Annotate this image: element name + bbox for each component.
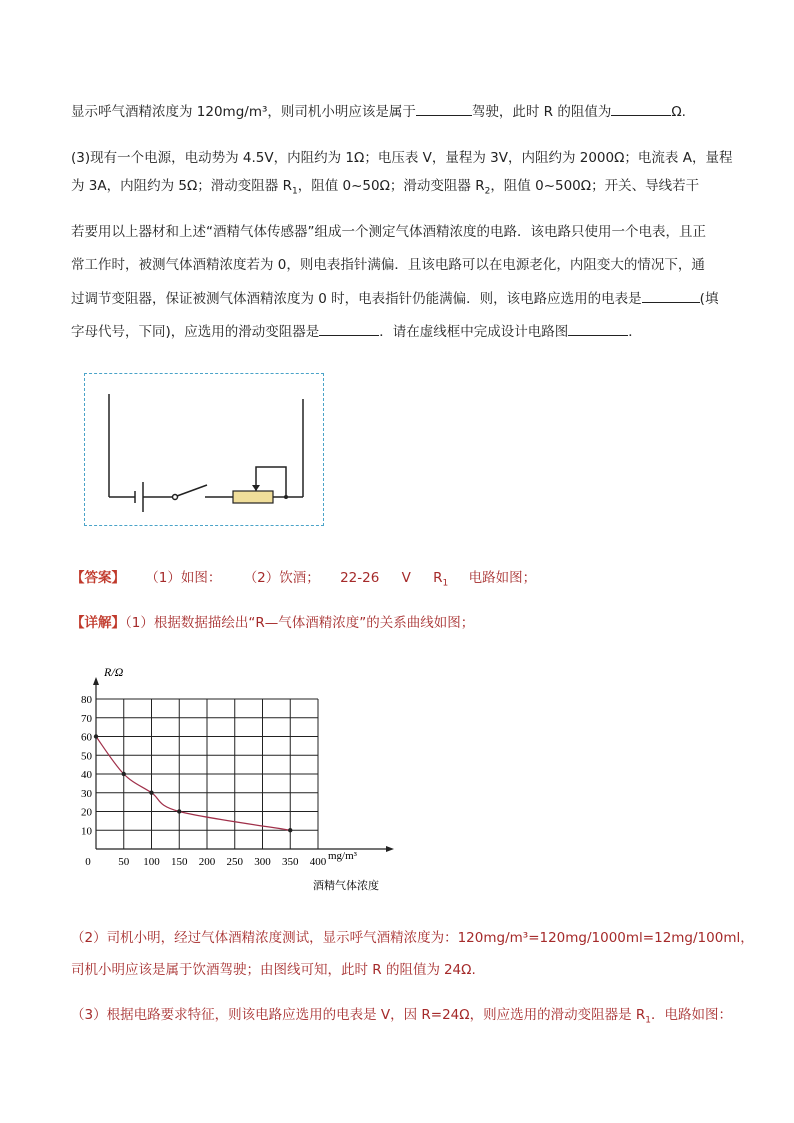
solution-p2-line2: [71, 960, 476, 980]
circuit-design-box: [84, 373, 324, 526]
x-axis-unit: mg/m³: [328, 850, 357, 862]
text: 显示呼气酒精浓度为 120mg/m³，则司机小明应该是属于: [71, 104, 416, 120]
x-tick-label: 0: [85, 856, 91, 868]
x-axis-label: 酒精气体浓度: [313, 880, 379, 892]
chart-grid: [96, 699, 318, 849]
x-tick-label: 100: [143, 856, 160, 868]
data-point: [149, 791, 153, 795]
circuit-diagram: [85, 374, 322, 524]
data-point: [288, 828, 292, 832]
detail-text: （1）根据数据描绘出: [125, 615, 249, 631]
y-tick-label: 70: [81, 712, 92, 725]
y-tick-label: 30: [81, 787, 92, 800]
answer-blank[interactable]: [416, 101, 472, 116]
answer-part: 22-26: [340, 570, 380, 586]
x-tick-label: 150: [171, 856, 188, 868]
text: (填: [699, 291, 719, 307]
r-concentration-chart: [60, 660, 420, 900]
question-line-1: [71, 101, 686, 122]
question-line-3: [71, 176, 699, 202]
solution-text: 司机小明应该是属于饮酒驾驶；由图线可知，此时 R 的阻值为: [71, 962, 440, 978]
solution-text: （3）根据电路要求特征，则该电路应选用的电表是 V，因: [71, 1007, 422, 1023]
junction-dot: [284, 495, 288, 499]
text: ，阻值 0~50Ω；滑动变阻器 R: [297, 178, 485, 194]
text: 驾驶，此时 R 的阻值为: [471, 104, 612, 120]
solution-p2-line1: [71, 928, 754, 948]
answer-part: V: [401, 570, 411, 586]
y-tick-label: 80: [81, 694, 92, 706]
x-tick-label: 200: [198, 856, 216, 868]
answer-blank[interactable]: [568, 321, 628, 336]
detail-label: 【详解】: [71, 615, 125, 631]
x-tick-label: 250: [226, 856, 243, 868]
solution-p3-line: [71, 1005, 732, 1031]
question-line-7: [71, 321, 642, 342]
subscript: 2: [484, 186, 491, 197]
rheostat-body: [233, 491, 273, 503]
solution-text: 120mg/m³=120mg/1000ml=12mg/100ml，: [457, 930, 754, 946]
y-tick-label: 50: [81, 750, 92, 763]
text: 过调节变阻器，保证被测气体酒精浓度为 0 时，电表指针仍能满偏．则，该电路应选用的电表是: [71, 291, 642, 307]
x-axis-arrow: [386, 846, 394, 852]
answer-part: R: [433, 570, 443, 586]
data-point: [122, 772, 126, 776]
text: 字母代号，下同)，应选用的滑动变阻器是: [71, 324, 320, 340]
detail-text: “R—气体酒精浓度”的关系曲线如图；: [248, 615, 475, 631]
x-tick-label: 400: [309, 856, 327, 868]
question-line-5: 常工作时，被测气体酒精浓度若为 0，则电表指针满偏．且该电路可以在电源老化，内阻变大的情况下，通: [71, 257, 705, 273]
text: Ω.: [671, 104, 686, 120]
rheostat-slider-arrow: [252, 485, 260, 491]
answer-line: [71, 568, 536, 594]
answer-blank[interactable]: [319, 321, 379, 336]
text: ．请在虚线框中完成设计电路图: [379, 324, 569, 340]
data-point: [177, 809, 181, 813]
answer-label: 【答案】: [71, 570, 125, 586]
subscript: 1: [442, 578, 449, 589]
solution-text: ．电路如图：: [651, 1007, 732, 1023]
text: 为 3A，内阻约为 5Ω；滑动变阻器 R: [71, 178, 292, 194]
answer-part: （2）饮酒；: [243, 570, 320, 586]
subscript: 1: [291, 186, 298, 197]
answer-blank[interactable]: [642, 288, 700, 303]
x-tick-label: 350: [282, 856, 299, 868]
x-tick-label: 50: [118, 856, 130, 868]
question-line-4: 若要用以上器材和上述“酒精气体传感器”组成一个测定气体酒精浓度的电路．该电路只使用一个电表，且正: [71, 224, 706, 240]
switch-contact: [173, 495, 178, 500]
solution-text: ，则应选用的滑动变阻器是 R: [469, 1007, 646, 1023]
switch-lever: [177, 485, 207, 496]
question-line-6: [71, 288, 718, 309]
y-tick-label: 20: [81, 806, 92, 819]
answer-part: 电路如图；: [468, 570, 537, 586]
text: ．: [628, 324, 642, 340]
solution-text: 24Ω.: [443, 962, 476, 978]
text: ，阻值 0~500Ω；开关、导线若干: [490, 178, 700, 194]
solution-text: （2）司机小明，经过气体酒精浓度测试，显示呼气酒精浓度为：: [71, 930, 458, 946]
data-curve: [96, 737, 290, 831]
question-line-2: (3)现有一个电源，电动势为 4.5V，内阻约为 1Ω；电压表 V，量程为 3V，内阻约为 2000Ω；电流表 A，量程: [71, 150, 733, 166]
y-tick-label: 10: [81, 825, 92, 838]
answer-part: （1）如图：: [145, 570, 222, 586]
y-tick-label: 40: [81, 769, 92, 781]
x-tick-label: 300: [254, 856, 271, 868]
y-axis-label: R/Ω: [104, 665, 124, 679]
y-axis-arrow: [93, 677, 99, 685]
data-point: [94, 734, 98, 738]
subscript: 1: [645, 1015, 651, 1026]
detail-line: [71, 613, 474, 633]
solution-text: R=24Ω: [421, 1007, 470, 1023]
y-tick-label: 60: [81, 731, 92, 744]
answer-blank[interactable]: [611, 101, 671, 116]
chart-axes: [93, 677, 394, 852]
